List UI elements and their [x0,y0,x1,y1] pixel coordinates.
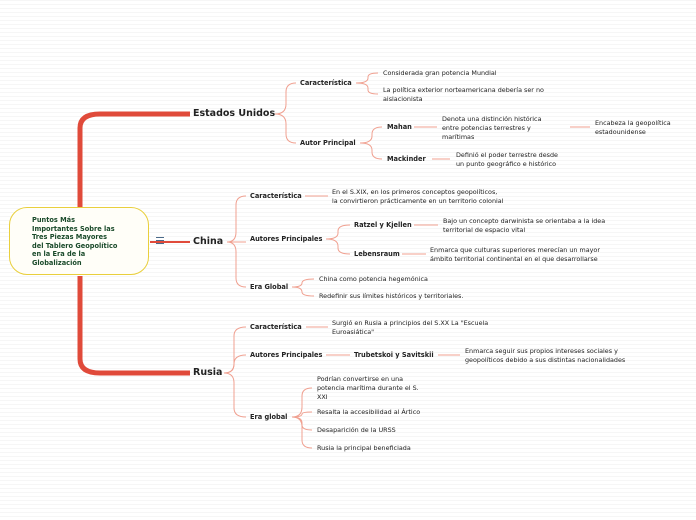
node-trubetskoi[interactable]: Trubetskoi y Savitskii [354,351,434,359]
connector [292,287,314,296]
trunk-line [80,114,190,207]
connector [224,327,246,373]
leaf-line: la convirtieron prácticamente en un territorio colonial [332,197,504,205]
leaf-line: entre potencias terrestres y [442,124,531,132]
connector [360,127,382,143]
leaf-line: Surgió en Rusia a principios del S.XX La "Escuela [332,319,489,327]
node-mahan[interactable]: Mahan [387,123,412,131]
root-title-line: Puntos Más [32,216,76,224]
leaf-line: territorial de espacio vital [443,226,526,234]
leaf-rusia-caract[interactable] [332,319,488,337]
node-usa-caracteristica[interactable]: Característica [300,79,352,87]
leaf-line: estadounidense [595,128,646,136]
leaf-line: Encabeza la geopolítica [595,119,671,127]
trunk-line [80,276,190,373]
node-rusia-autores[interactable]: Autores Principales [250,351,323,359]
node-lebensraum[interactable]: Lebensraum [354,250,400,258]
leaf-usa-caract-2[interactable] [383,86,544,104]
leaf-rusia-era-3[interactable]: Desaparición de la URSS [317,426,396,434]
leaf-line: En el S.XIX, en los primeros conceptos geopolíticos, [332,188,498,196]
leaf-line: un punto geográfico e histórico [456,160,557,168]
leaf-ratzel-desc[interactable] [443,217,605,235]
connector [227,242,246,287]
leaf-line: aislacionista [383,95,423,103]
connector [224,355,246,373]
connector [292,388,312,417]
leaf-line: Podrían convertirse en una [317,375,404,383]
connector [356,83,378,94]
node-mackinder[interactable]: Mackinder [387,155,426,163]
leaf-line: Denota una distinción histórica [442,115,542,123]
connector [292,417,312,448]
connector [275,83,296,114]
node-ratzel[interactable]: Ratzel y Kjellen [354,221,412,229]
leaf-line: Bajo un concepto darwinista se orientaba a la idea [443,217,606,225]
connector [326,239,350,254]
leaf-mackinder-desc[interactable] [456,151,558,169]
leaf-mahan-desc[interactable] [442,115,542,142]
node-usa-autor-principal[interactable]: Autor Principal [300,139,356,147]
branch-estados-unidos[interactable]: Estados Unidos [193,108,276,119]
leaf-rusia-era-2[interactable]: Resalta la accesibilidad al Ártico [317,408,421,416]
leaf-china-era-1[interactable]: China como potencia hegemónica [319,275,428,283]
leaf-china-era-2[interactable]: Redefinir sus límites históricos y territoriales. [319,292,464,300]
leaf-line: Enmarca que culturas superiores merecían un mayor [430,246,600,254]
connector [275,114,296,143]
connector [224,373,246,417]
leaf-line: potencia marítima durante el S. [317,384,419,392]
connector [292,412,312,417]
leaf-line: ámbito territorial continental en el que desarrollarse [430,255,598,263]
leaf-line: Euroasiática" [332,328,375,336]
root-title-line: Tres Piezas Mayores [32,233,108,242]
leaf-lebensraum-desc[interactable] [430,246,600,264]
connector [292,417,312,430]
connector [356,73,378,83]
connector [360,143,382,159]
leaf-line: XXI [317,393,328,401]
root-title-line: Importantes Sobre las [32,224,115,233]
node-china-caracteristica[interactable]: Característica [250,192,302,200]
root-title-line: del Tablero Geopolítico [32,241,118,250]
branch-rusia[interactable]: Rusia [193,367,223,378]
root-title-line: en la Era de la [32,250,86,259]
node-rusia-caracteristica[interactable]: Característica [250,323,302,331]
leaf-line: Definió el poder terrestre desde [456,151,558,159]
leaf-china-caract[interactable] [332,188,503,206]
root-title-line: Globalización [32,258,82,267]
leaf-line: Enmarca seguir sus propios intereses sociales y [465,347,618,355]
leaf-line: geopolíticos debido a sus distintas nacionalidades [465,356,626,364]
menu-icon[interactable] [156,237,164,245]
leaf-usa-caract-1[interactable]: Considerada gran potencia Mundial [383,69,497,77]
connector [292,279,314,287]
leaf-line: marítimas [442,133,475,141]
node-rusia-era-global[interactable]: Era global [250,413,288,421]
node-china-autores[interactable]: Autores Principales [250,235,323,243]
leaf-rusia-era-1[interactable] [317,375,419,402]
root-title [32,216,140,268]
root-node[interactable] [9,207,149,275]
leaf-trubetskoi-desc[interactable] [465,347,625,365]
leaf-mahan-sub[interactable] [595,119,671,137]
connector [227,196,246,242]
connector [326,225,350,239]
leaf-line: La política exterior norteamericana debería ser no [383,86,544,94]
leaf-rusia-era-4[interactable]: Rusia la principal beneficiada [317,444,411,452]
branch-china[interactable]: China [193,236,224,247]
node-china-era-global[interactable]: Era Global [250,283,289,291]
